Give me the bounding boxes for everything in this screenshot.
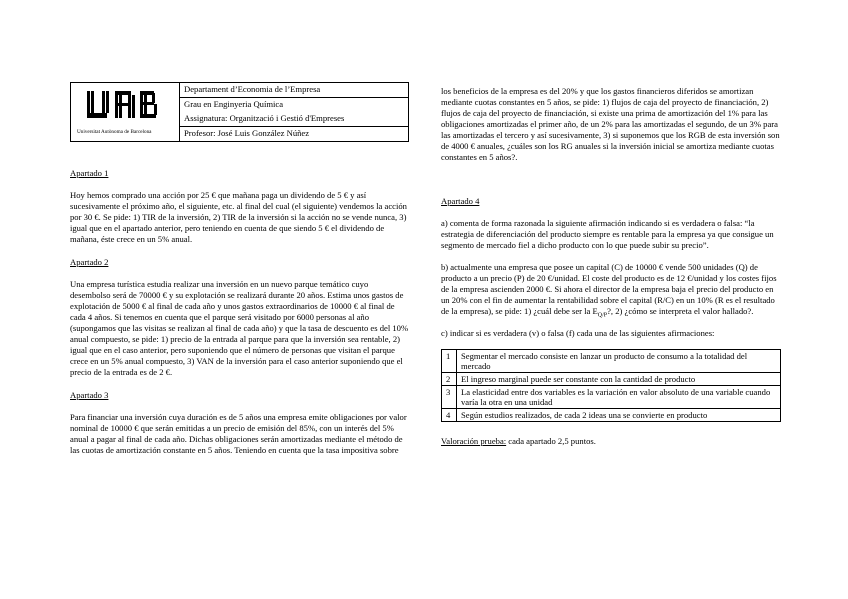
statements-table [441, 349, 781, 422]
apartado1-title: Apartado 1 [70, 168, 109, 178]
apartado4-part-b [441, 262, 783, 317]
logo-caption: Universitat Autònoma de Barcelona [77, 129, 152, 135]
statement-number: 3 [442, 386, 457, 409]
uab-logo-icon [85, 89, 163, 125]
apartado4-title: Apartado 4 [441, 196, 480, 206]
valoracion [441, 436, 783, 447]
header-table [70, 82, 409, 142]
statement-number: 1 [442, 350, 457, 373]
part-b-subscript: Q/P [597, 312, 608, 319]
statement-text: El ingreso marginal puede ser constante con la cantidad de producto [457, 373, 781, 386]
subject-cell: Assignatura: Organització i Gestió d'Empreses [180, 112, 409, 126]
apartado1-body: Hoy hemos comprado una acción por 25 € que mañana paga un dividendo de 5 € y así sucesivamente el próximo año, el siguiente, etc. al final del cual (el siguiente) vendemos la acción por 30 €. Se pide: 1) TIR de la inversión, 2) TIR de la inversión si la acción no se vende nunca, 3) igual que en el apartado anterior, pero teniendo en cuenta de que siendo 5 € el dividendo de mañana, éste crece en un 5% anual. [70, 190, 407, 244]
statement-text: Según estudios realizados, de cada 2 ideas una se convierte en producto [457, 409, 781, 422]
table-row [442, 386, 781, 409]
apartado4-part-c: c) indicar si es verdadera (v) o falsa (f) cada una de las siguientes afirmaciones: [441, 328, 715, 338]
degree-cell: Grau en Enginyeria Química [180, 98, 409, 112]
table-row [442, 373, 781, 386]
valoracion-label: Valoración prueba: [441, 436, 507, 446]
right-column [441, 86, 783, 447]
part-b-end: ?, 2) ¿cómo se interpreta el valor hallado?. [607, 306, 754, 316]
left-column [70, 82, 410, 456]
logo-cell [71, 83, 180, 142]
table-row [442, 409, 781, 422]
statement-text: La elasticidad entre dos variables es la variación en valor absoluto de una variable cuando varía la otra en una unidad [457, 386, 781, 409]
statement-number: 2 [442, 373, 457, 386]
part-b-main: b) actualmente una empresa que posee un capital (C) de 10000 € vende 500 unidades (Q) de producto a un precio (P) de 20 €/unidad. El coste del producto es de 12 €/unidad y los costes fijos de la empresa ascienden 2000 €. Si ahora el director de la empresa baja el precio del producto en un 20% con el fin de aumentar la rentabilidad sobre el capital (R/C) en un 10% (R es el resultado de la empresa), se pide: 1) ¿cuál debe ser la E [441, 262, 777, 316]
valoracion-text: cada apartado 2,5 puntos. [506, 436, 596, 446]
apartado2-title: Apartado 2 [70, 257, 109, 267]
apartado3-body: Para financiar una inversión cuya duración es de 5 años una empresa emite obligaciones por valor nominal de 10000 € que serán emitidas a un precio de emisión del 85%, con un interés del 5% anual a pagar al final de cada año. Dichas obligaciones serán amortizadas mediante el método de las cuotas de amortización constante en 5 años. Teniendo en cuenta que la tasa impositiva sobre [70, 412, 407, 455]
professor-cell: Profesor: José Luis González Núñez [180, 126, 409, 141]
apartado3-title: Apartado 3 [70, 390, 109, 400]
department-cell: Departament d’Economia de l’Empresa [180, 83, 409, 98]
apartado2-body: Una empresa turística estudia realizar una inversión en un nuevo parque temático cuyo desembolso será de 70000 € y su explotación se realizará durante 20 años. Estima unos gastos de explotación de 5000 € al final de cada año y unos gastos extraordinarios de 10000 € al final de cada 4 años. Si tenemos en cuenta que el parque será visitado por 6000 personas al año (supongamos que las visitas se realizan al final de cada año) y que la tasa de descuento es del 10% anual compuesto, se pide: 1) precio de la entrada al parque para que la inversión sea rentable, 2) igual que en el caso anterior, pero suponiendo que el número de personas que visitan el parque crece en un 5% anual compuesto, 3) VAN de la inversión para el caso anterior suponiendo que el precio de la entrada es de 2 €. [70, 279, 409, 377]
table-row [442, 350, 781, 373]
statement-text: Segmentar el mercado consiste en lanzar un producto de consumo a la totalidad del mercado [457, 350, 781, 373]
apartado3-continuation: los beneficios de la empresa es del 20% y que los gastos financieros diferidos se amortizan mediante cuotas constantes en 5 años, se pide: 1) flujos de caja del proyecto de financiación, 2) flujos de caja del proyecto de financiación, si existe una prima de amortización del 1% para las obligaciones amortizadas el primer año, de un 2% para las amortizadas el segundo, de un 3% para las amortizadas el tercero y así sucesivamente, 3) si suponemos que los RGB de esta inversión son de 4000 € anuales, ¿cuáles son los RG anuales si la inversión inicial se amortiza mediante cuotas constantes en 5 años?. [441, 86, 780, 162]
apartado4-part-a: a) comenta de forma razonada la siguiente afirmación indicando si es verdadera o falsa: “la estrategia de diferenciación del producto siempre es rentable para la empresa ya que consigue un segmento de mercado fiel a dicho producto con lo que puede subir su precio”. [441, 218, 774, 250]
statement-number: 4 [442, 409, 457, 422]
